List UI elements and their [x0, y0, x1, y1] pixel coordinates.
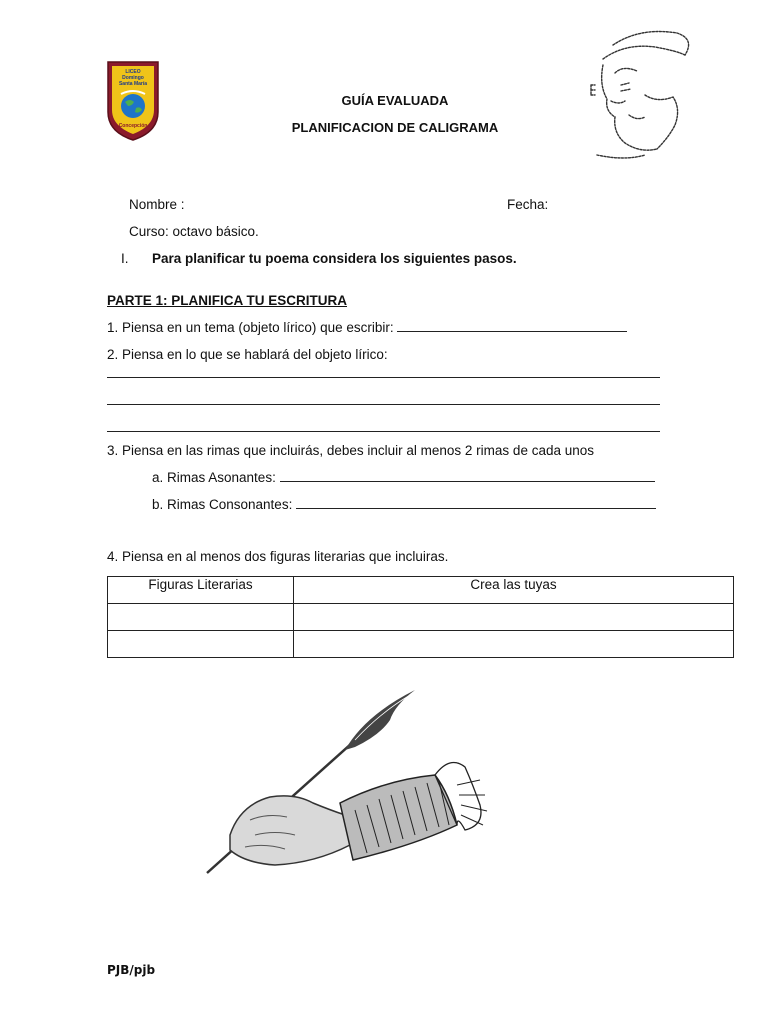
table-row [108, 604, 734, 631]
answer-line-3b[interactable] [296, 507, 656, 509]
question-3b [152, 497, 656, 512]
table-cell[interactable] [294, 604, 734, 631]
table-header-figuras: Figuras Literarias [108, 577, 294, 604]
date-label: Fecha: [507, 197, 549, 212]
question-2: 2. Piensa en lo que se hablará del objeto lírico: [107, 347, 388, 362]
hand-quill-illustration [195, 685, 495, 880]
question-3a [152, 470, 655, 485]
answer-line-2b[interactable] [107, 404, 660, 405]
answer-line-3a[interactable] [280, 480, 655, 482]
name-label: Nombre : [129, 197, 185, 212]
question-3: 3. Piensa en las rimas que incluirás, debes incluir al menos 2 rimas de cada unos [107, 443, 595, 458]
section-numeral: I. [121, 251, 129, 266]
parte1-heading: PARTE 1: PLANIFICA TU ESCRITURA [107, 293, 348, 308]
course-label: Curso: octavo básico. [129, 224, 259, 239]
table-header-crea: Crea las tuyas [294, 577, 734, 604]
table-header-row [108, 577, 734, 604]
page-title: GUÍA EVALUADA [341, 93, 449, 108]
logo-city: Concepción [118, 123, 148, 129]
question-1-text: 1. Piensa en un tema (objeto lírico) que escribir: [107, 320, 394, 335]
school-logo [106, 60, 160, 142]
question-3b-text: b. Rimas Consonantes: [152, 497, 293, 512]
answer-line-2c[interactable] [107, 431, 660, 432]
question-3a-text: a. Rimas Asonantes: [152, 470, 276, 485]
logo-line-2: Domingo [122, 75, 144, 81]
figures-table [107, 576, 734, 658]
table-cell[interactable] [294, 631, 734, 658]
logo-line-1: LICEO [125, 69, 141, 75]
page-subtitle: PLANIFICACION DE CALIGRAMA [291, 120, 499, 135]
footer-initials: PJB/pjb [107, 963, 156, 977]
logo-line-3: Santa María [118, 81, 148, 87]
answer-line-2a[interactable] [107, 377, 660, 378]
table-cell[interactable] [108, 631, 294, 658]
table-cell[interactable] [108, 604, 294, 631]
question-1 [107, 320, 627, 335]
question-4: 4. Piensa en al menos dos figuras literarias que incluiras. [107, 549, 449, 564]
section-instruction: Para planificar tu poema considera los siguientes pasos. [152, 251, 517, 266]
answer-line-1[interactable] [397, 330, 627, 332]
calligram-illustration [585, 25, 700, 165]
table-row [108, 631, 734, 658]
